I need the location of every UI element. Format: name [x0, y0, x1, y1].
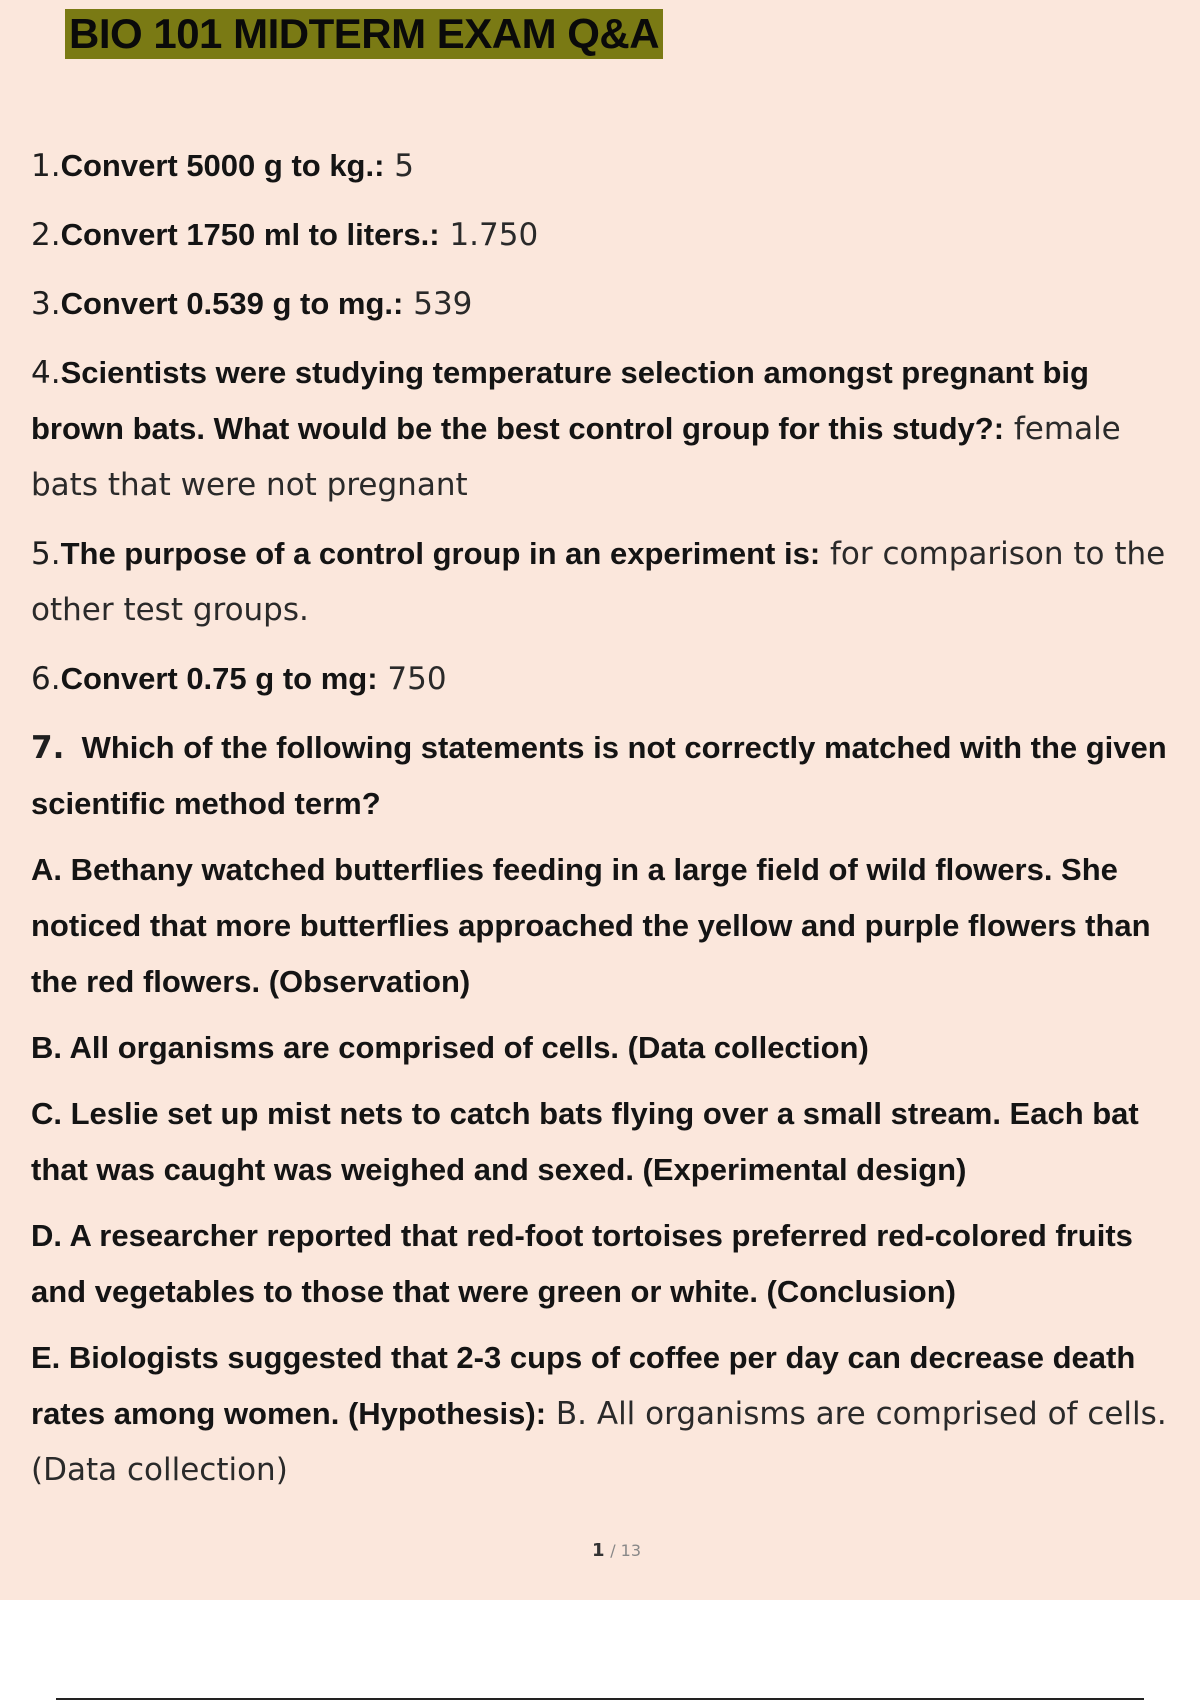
question-text: The purpose of a control group in an experiment is:: [60, 536, 821, 571]
option-e: E. Biologists suggested that 2-3 cups of coffee per day can decrease death rates among women. (Hypothesis): B. All organisms are comprised of cells. (Data collection): [31, 1340, 1167, 1488]
answer-text: 750: [377, 661, 447, 697]
question-text: Convert 5000 g to kg.:: [60, 148, 385, 183]
current-page: 1: [591, 1540, 605, 1561]
option-c: C. Leslie set up mist nets to catch bats flying over a small stream. Each bat that was caught was weighed and sexed. (Experimental design): [31, 1096, 1139, 1187]
question-text: Scientists were studying temperature selection amongst pregnant big brown bats. What would be the best control group for this study?:: [31, 355, 1089, 446]
answer-text: female bats that were not pregnant: [31, 411, 1121, 503]
answer-text: 1.750: [439, 217, 539, 253]
question-text: Convert 0.539 g to mg.:: [60, 286, 404, 321]
answer-text: for comparison to the other test groups.: [31, 536, 1166, 628]
qa-item-4: 4.Scientists were studying temperature selection amongst pregnant big brown bats. What would be the best control group for this study?: female bats that were not pregnant: [31, 355, 1121, 503]
answer-text: 539: [403, 286, 473, 322]
total-pages: / 13: [610, 1541, 642, 1560]
option-d: D. A researcher reported that red-foot tortoises preferred red-colored fruits and vegetables to those that were green or white. (Conclusion): [31, 1218, 1133, 1309]
qa-item-7: 7. Which of the following statements is not correctly matched with the given scientific method term?: [31, 730, 1167, 821]
question-text: Which of the following statements is not correctly matched with the given scientific method term?: [31, 730, 1167, 821]
question-text: Convert 0.75 g to mg:: [60, 661, 378, 696]
qa-list: [31, 138, 1181, 1498]
answer-text: B. All organisms are comprised of cells. (Data collection): [31, 1396, 1167, 1488]
answer-text: 5: [384, 148, 415, 184]
qa-item-2: 2.Convert 1750 ml to liters.: 1.750: [31, 217, 539, 253]
qa-item-1: 1.Convert 5000 g to kg.: 5: [31, 148, 415, 184]
qa-item-5: 5.The purpose of a control group in an experiment is: for comparison to the other test groups.: [31, 536, 1166, 628]
qa-item-3: 3.Convert 0.539 g to mg.: 539: [31, 286, 473, 322]
option-b: B. All organisms are comprised of cells. (Data collection): [31, 1030, 869, 1065]
page-title: BIO 101 MIDTERM EXAM Q&A: [65, 9, 663, 59]
question-text: Convert 1750 ml to liters.:: [60, 217, 440, 252]
qa-item-6: 6.Convert 0.75 g to mg: 750: [31, 661, 447, 697]
option-a: A. Bethany watched butterflies feeding in a large field of wild flowers. She noticed that more butterflies approached the yellow and purple flowers than the red flowers. (Observation): [31, 852, 1151, 999]
page-indicator: [0, 1540, 1200, 1561]
